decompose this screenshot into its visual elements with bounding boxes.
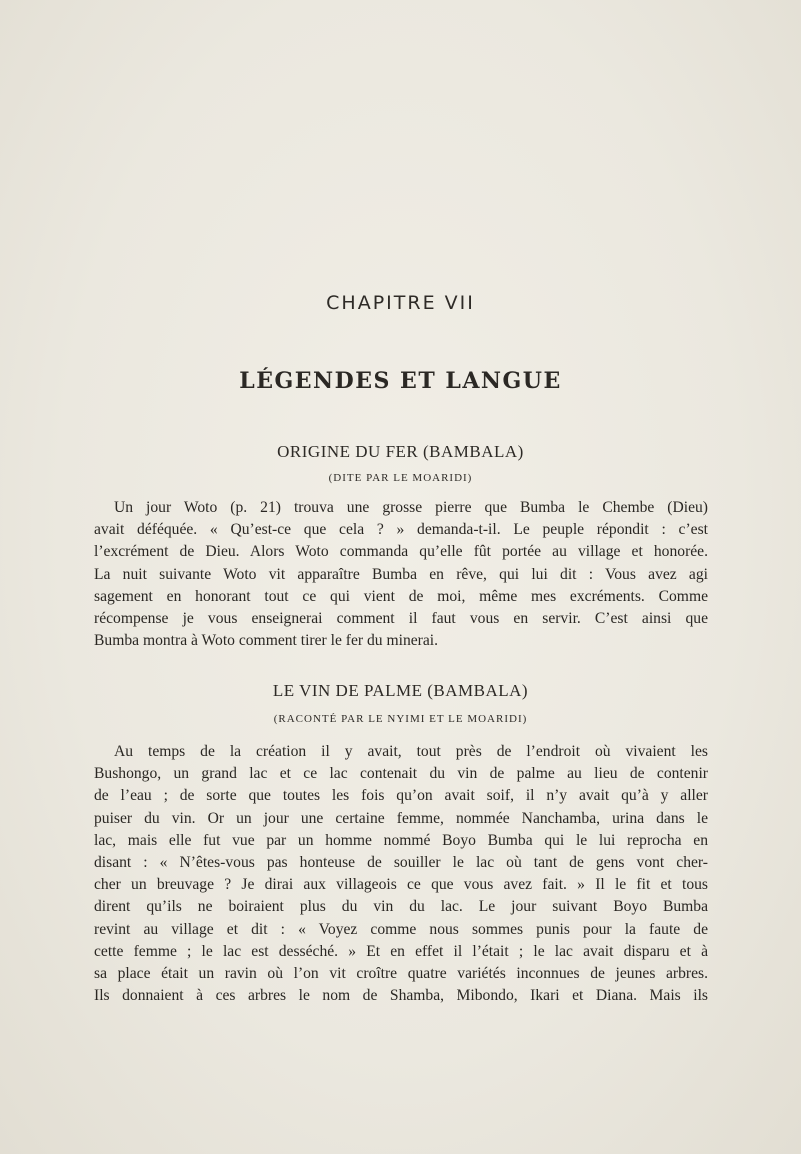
text-line: cette femme ; le lac est desséché. » Et en effet il l’était ; le lac avait disparu et à bbox=[94, 942, 708, 960]
text-line: dirent qu’ils ne boiraient plus du vin du lac. Le jour suivant Boyo Bumba bbox=[94, 898, 708, 916]
section-subtitle-vin-de-palme: (RACONTÉ PAR LE NYIMI ET LE MOARIDI) bbox=[273, 713, 528, 725]
text-line: avait déféquée. « Qu’est-ce que cela ? » demanda-t-il. Le peuple répondit : c’est bbox=[94, 521, 708, 539]
text-line: lac, mais elle fut vue par un homme nommé Boyo Bumba qui le lui reprocha en bbox=[94, 831, 708, 849]
text-line: sagement en honorant tout ce qui vient de moi, même mes excréments. Comme bbox=[94, 587, 708, 605]
text-line: Un jour Woto (p. 21) trouva une grosse pierre que Bumba le Chembe (Dieu) bbox=[114, 499, 708, 516]
text-line: sa place était un ravin où l’on vit croître quatre variétés inconnues de jeunes arbres. bbox=[94, 964, 708, 982]
text-line: de l’eau ; de sorte que toutes les fois qu’on avait soif, il n’y avait qu’à y aller bbox=[94, 787, 708, 805]
text-line: l’excrément de Dieu. Alors Woto commanda qu’elle fût portée au village et honorée. bbox=[94, 543, 708, 561]
section-title-vin-de-palme: LE VIN DE PALME (BAMBALA) bbox=[272, 681, 529, 700]
text-line: cher un breuvage ? Je dirai aux villageois ce que vous avez fait. » Il le fit et tous bbox=[94, 876, 708, 894]
text-line: Bumba montra à Woto comment tirer le fer du minerai. bbox=[94, 632, 439, 650]
text-line: Au temps de la création il y avait, tout près de l’endroit où vivaient les bbox=[114, 743, 708, 760]
text-line: récompense je vous enseignerai comment il faut vous en servir. C’est ainsi que bbox=[94, 609, 708, 627]
text-line: Ils donnaient à ces arbres le nom de Shamba, Mibondo, Ikari et Diana. Mais ils bbox=[94, 987, 708, 1005]
text-line: revint au village et dit : « Voyez comme nous sommes punis pour la faute de bbox=[94, 920, 708, 938]
text-line: La nuit suivante Woto vit apparaître Bumba en rêve, qui lui dit : Vous avez agi bbox=[94, 565, 708, 583]
chapter-heading: CHAPITRE VII bbox=[326, 292, 475, 314]
paragraph-vin-de-palme bbox=[94, 741, 708, 1007]
page-title: LÉGENDES ET LANGUE bbox=[239, 368, 562, 394]
section-subtitle-origine-du-fer: (DITE PAR LE MOARIDI) bbox=[328, 472, 473, 484]
text-line: disant : « N’êtes-vous pas honteuse de souiller le lac où tant de gens vont cher- bbox=[94, 853, 708, 871]
text-line: Bushongo, un grand lac et ce lac contenait du vin de palme au lieu de contenir bbox=[94, 765, 708, 783]
paragraph-origine-du-fer bbox=[94, 497, 708, 652]
text-line: puiser du vin. Or un jour une certaine femme, nommée Nanchamba, urina dans le bbox=[94, 809, 708, 827]
section-title-origine-du-fer: ORIGINE DU FER (BAMBALA) bbox=[277, 442, 524, 461]
